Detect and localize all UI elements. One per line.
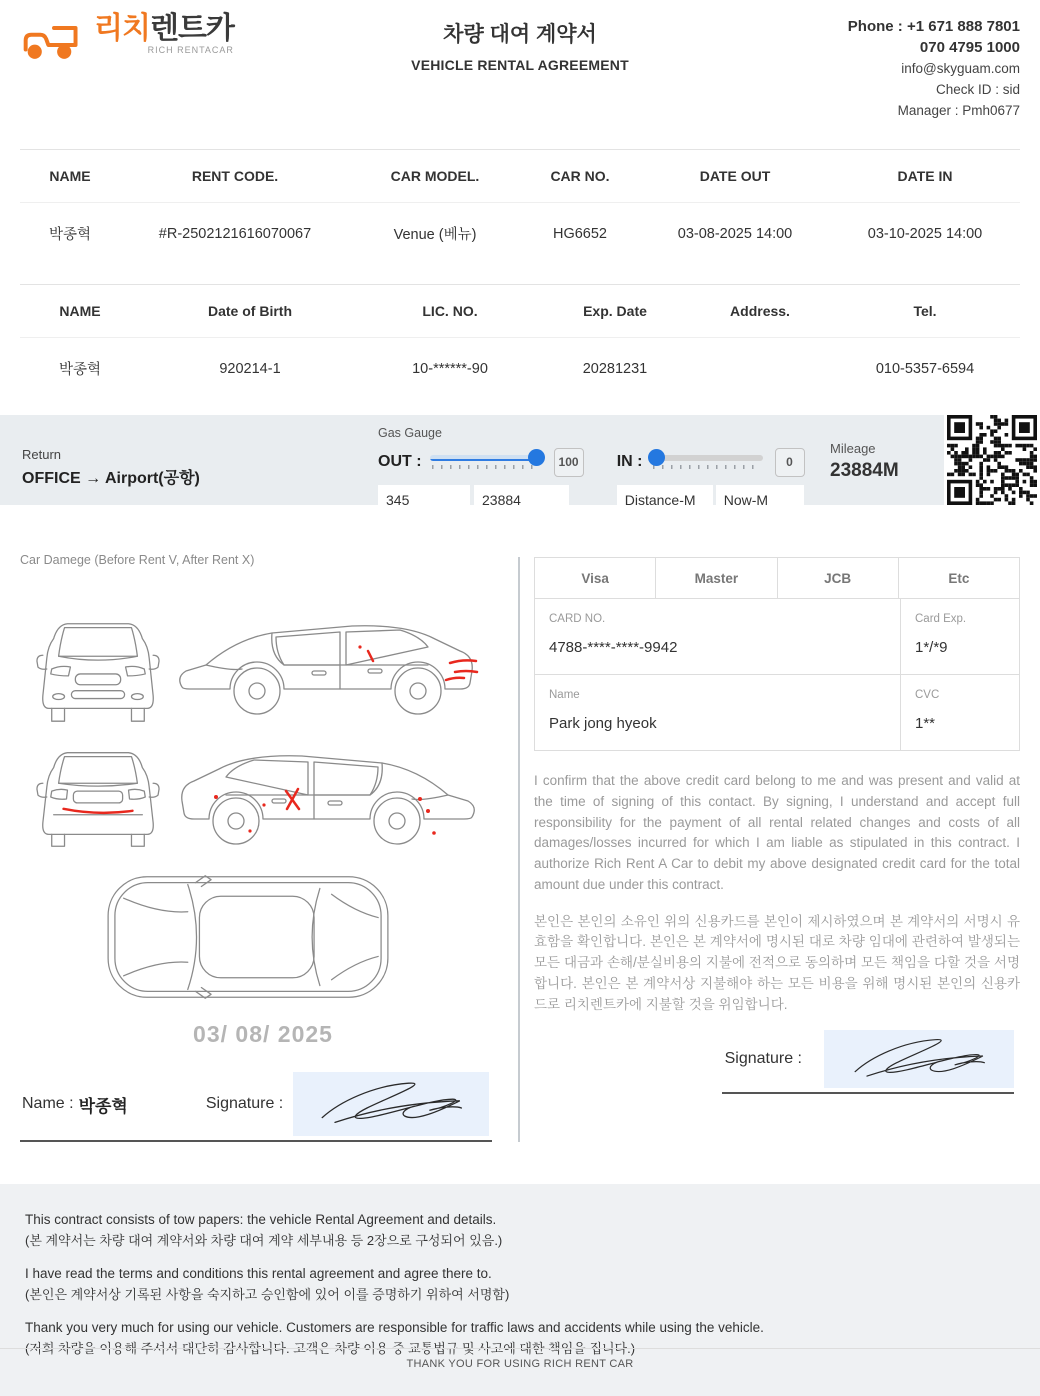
logo-subtitle: RICH RENTACAR <box>147 45 234 55</box>
check-id: Check ID : sid <box>935 82 1020 97</box>
cvc-label: CVC <box>915 689 940 701</box>
gas-in-slider-thumb[interactable] <box>648 449 665 466</box>
gas-out-slider[interactable] <box>430 455 542 469</box>
left-signature-line <box>20 1140 492 1142</box>
car-damage-label: Car Damege (Before Rent V, After Rent X) <box>20 553 255 567</box>
driver-info-table <box>20 284 1020 399</box>
footer-line-1-en: This contract consists of tow papers: the vehicle Rental Agreement and details. <box>25 1212 497 1227</box>
contact-info <box>690 14 1020 121</box>
car-no: HG6652 <box>552 225 607 242</box>
odometer-in-input[interactable] <box>716 485 804 514</box>
tab-master[interactable]: Master <box>655 557 776 599</box>
out-label: OUT : <box>378 453 422 470</box>
driver-exp-date: 20281231 <box>582 360 648 377</box>
gas-gauge-label: Gas Gauge <box>378 426 442 440</box>
return-block <box>0 415 368 505</box>
footer-line-3-kr: (저희 차량을 이용해 주셔서 대단히 감사합니다. 고객은 차량 이용 중 교통법규 및 사고에 대한 책임을 집니다.) <box>25 1341 636 1357</box>
car-rear-view-diagram <box>34 741 162 853</box>
thank-you-message: THANK YOU FOR USING RICH RENT CAR <box>406 1358 634 1370</box>
card-name-label: Name <box>549 689 580 701</box>
driver-table-header-row <box>20 285 1020 338</box>
page-header <box>0 0 1040 121</box>
confirmation-text-english: I confirm that the above credit card belong to me and was present and valid at the time of signing of this contact. By signing, I understand and accept full responsibility for the payment of all rental related changes and costs of all damages/losses incurred for which I am liable as stipulated in this contract. I authorize Rich Rent A Car to debit my above designated credit card for the total amount due under this contract. <box>534 773 1020 892</box>
document-title <box>350 14 690 73</box>
col-car-no: CAR NO. <box>520 150 640 203</box>
gas-out-slider-thumb[interactable] <box>528 449 545 466</box>
rent-code: #R-2502121616070067 <box>158 225 312 242</box>
contract-date: 03/ 08/ 2025 <box>193 1021 333 1047</box>
car-model: Venue (베뉴) <box>393 227 477 243</box>
payment-section <box>534 553 1020 1142</box>
car-damage-section <box>20 553 506 1142</box>
col-date-out: DATE OUT <box>640 150 830 203</box>
company-logo <box>20 14 350 69</box>
right-signature-line <box>722 1092 1014 1094</box>
truck-icon <box>20 18 88 69</box>
col-lic-no: LIC. NO. <box>360 285 540 338</box>
mileage-label: Mileage <box>830 441 876 456</box>
mileage-block <box>808 415 899 505</box>
bottom-bar <box>0 1348 1040 1378</box>
tab-jcb[interactable]: JCB <box>777 557 898 599</box>
car-side-view-right-diagram <box>172 605 482 733</box>
gas-in-slider[interactable] <box>651 455 763 469</box>
return-gas-panel <box>0 411 1040 505</box>
gas-gauge-area <box>368 415 808 505</box>
mileage-value: 23884M <box>830 460 899 481</box>
rental-table-header-row <box>20 150 1020 203</box>
col-exp-date: Exp. Date <box>540 285 690 338</box>
rental-table-data-row <box>20 203 1020 265</box>
column-divider <box>518 557 520 1142</box>
card-type-tabs <box>534 557 1020 599</box>
date-in: 03-10-2025 14:00 <box>867 225 983 242</box>
phone-number-1: Phone : +1 671 888 7801 <box>847 18 1020 35</box>
qr-code <box>947 415 1037 505</box>
rental-info-table <box>20 149 1020 264</box>
card-name-value: Park jong hyeok <box>549 715 657 732</box>
car-damage-diagrams <box>20 573 506 1005</box>
col-name: NAME <box>20 285 140 338</box>
gas-in-ticks <box>653 465 761 469</box>
footer-line-2-en: I have read the terms and conditions this rental agreement and agree there to. <box>25 1266 492 1282</box>
customer-name: 박종혁 <box>78 1096 128 1116</box>
col-car-model: CAR MODEL. <box>350 150 520 203</box>
name-label: Name : <box>22 1095 74 1112</box>
title-korean: 차량 대여 계약서 <box>443 23 597 46</box>
email-address: info@skyguam.com <box>901 61 1020 76</box>
signature-label-left: Signature : <box>205 1095 284 1112</box>
col-rent-code: RENT CODE. <box>120 150 350 203</box>
logo-wordmark: 리치렌트카 <box>94 12 234 45</box>
tab-etc[interactable]: Etc <box>898 557 1020 599</box>
card-no-label: CARD NO. <box>549 613 606 625</box>
title-english: VEHICLE RENTAL AGREEMENT <box>411 57 629 73</box>
distance-in-input[interactable] <box>617 485 713 514</box>
card-details-grid <box>534 599 1020 751</box>
col-date-in: DATE IN <box>830 150 1020 203</box>
driver-tel: 010-5357-6594 <box>875 360 975 377</box>
driver-name: 박종혁 <box>58 362 102 378</box>
phone-number-2: 070 4795 1000 <box>919 39 1020 56</box>
footer-line-1-kr: (본 계약서는 차량 대여 계약서와 차량 대여 계약 세부내용 등 2장으로 구성되어 있음.) <box>25 1232 503 1248</box>
signature-label-right: Signature : <box>724 1049 802 1067</box>
date-out: 03-08-2025 14:00 <box>677 225 793 242</box>
car-top-view-diagram <box>98 869 398 1005</box>
manager-id: Manager : Pmh0677 <box>897 103 1020 118</box>
renter-name: 박종혁 <box>48 227 92 243</box>
footer-line-2-kr: (본인은 계약서상 기록된 사항을 숙지하고 승인함에 있어 이를 증명하기 위하여 서명함) <box>25 1286 510 1302</box>
gas-out-value: 100 <box>554 448 584 477</box>
col-dob: Date of Birth <box>140 285 360 338</box>
customer-signature-right[interactable] <box>824 1030 1014 1088</box>
odometer-out-input[interactable] <box>474 485 569 514</box>
gas-out-ticks <box>432 465 540 469</box>
card-exp-label: Card Exp. <box>915 613 967 625</box>
card-exp-value: 1*/*9 <box>915 639 948 656</box>
col-tel: Tel. <box>830 285 1020 338</box>
customer-signature-left[interactable] <box>293 1072 489 1136</box>
driver-address <box>690 338 830 400</box>
col-name: NAME <box>20 150 120 203</box>
car-side-view-left-diagram <box>172 735 482 867</box>
gas-in-value: 0 <box>775 448 805 477</box>
driver-lic-no: 10-******-90 <box>412 360 488 377</box>
car-front-view-diagram <box>34 611 162 729</box>
card-no-value: 4788-****-****-9942 <box>549 639 678 656</box>
driver-dob: 920214-1 <box>219 360 281 377</box>
footer-line-3-en: Thank you very much for using our vehicle. Customers are responsible for traffic laws and accidents while using the vehicle. <box>25 1320 764 1336</box>
driver-table-data-row <box>20 338 1020 400</box>
return-route: OFFICE → Airport(공항) <box>22 470 200 487</box>
return-label: Return <box>22 447 62 462</box>
distance-out-input[interactable] <box>378 485 470 514</box>
confirmation-text-korean: 본인은 본인의 소유인 위의 신용카드를 본인이 제시하였으며 본 계약서의 서명시 유효함을 확인합니다. 본인은 본 계약서에 명시된 대로 차량 임대에 관련하여 발생되는 모든 대금과 손해/분실비용의 지불에 전적으로 동의하며 모든 책임을 다할 것을 서명합니다. 본인은 본 계약서상 지불해야 하는 모든 비용을 위해 명시된 본인의 신용카드로 리치렌트카에 지불할 것을 위임합니다. <box>534 913 1020 1012</box>
tab-visa[interactable]: Visa <box>534 557 655 599</box>
in-label: IN : <box>616 453 643 470</box>
col-address: Address. <box>690 285 830 338</box>
cvc-value: 1** <box>915 715 936 732</box>
